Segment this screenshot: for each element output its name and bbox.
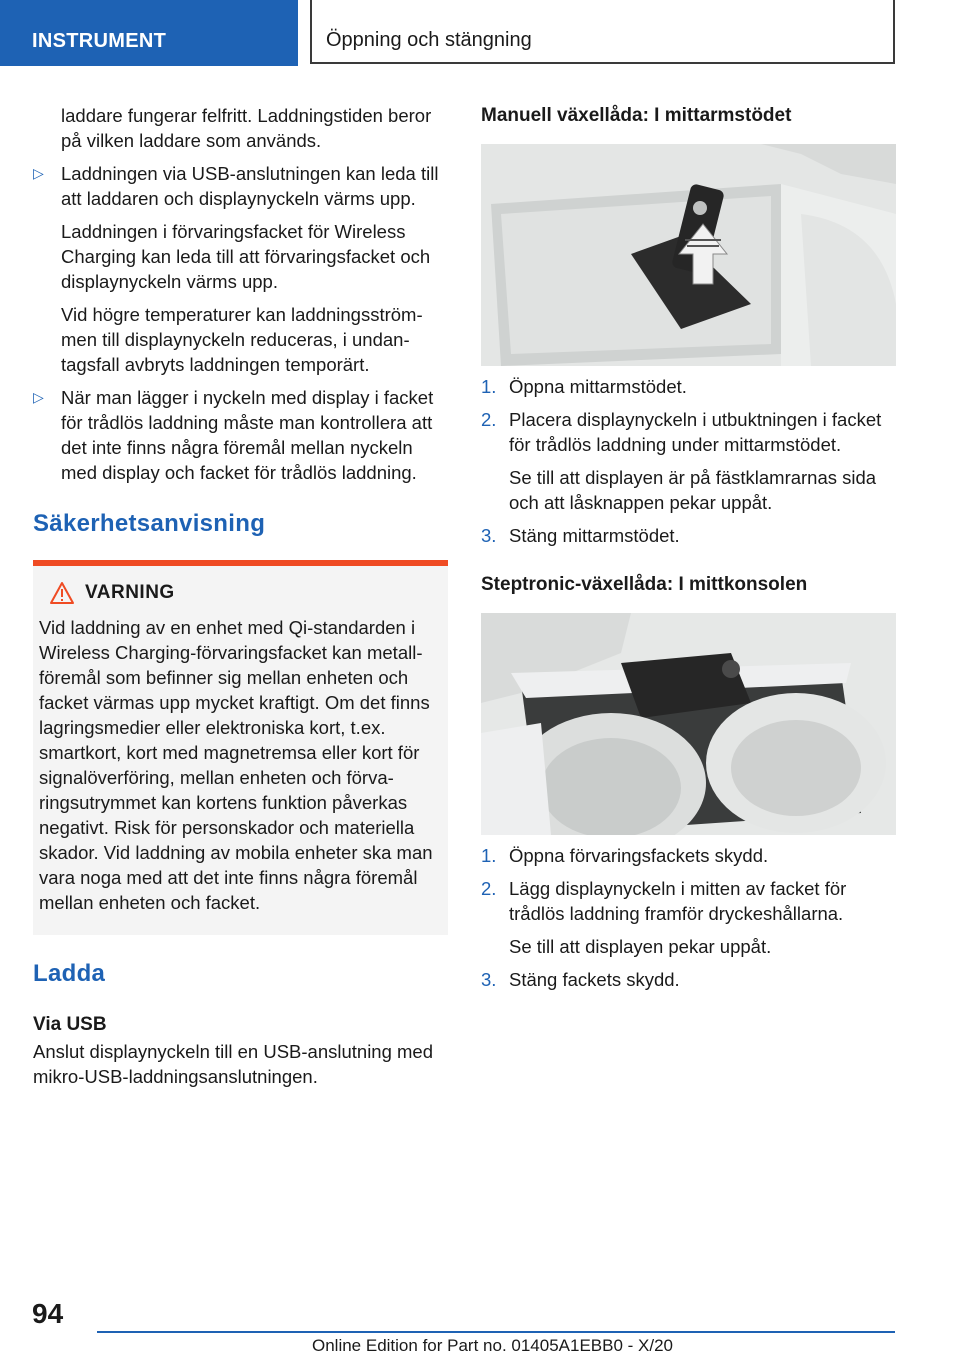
manual-heading: Manuell växellåda: I mittarmstödet bbox=[481, 105, 792, 126]
triangle-right-icon: ▷ bbox=[33, 389, 44, 405]
left-column bbox=[33, 103, 448, 1089]
bullet-item bbox=[33, 161, 448, 211]
armrest-charging-photo bbox=[481, 144, 896, 366]
step-number: 2. bbox=[481, 409, 497, 430]
page-number: 94 bbox=[32, 1298, 64, 1329]
footer-edition: Online Edition for Part no. 01405A1EBB0 - X/20 bbox=[312, 1336, 674, 1355]
section-title: INSTRUMENT bbox=[32, 30, 167, 52]
bullet-sub-paragraph: Laddningen i förvaringsfacket för Wireless Charging kan leda till att förvaringsfacket och displaynyckeln värms upp. bbox=[61, 221, 431, 292]
step-text: Placera displaynyckeln i utbuktningen i facket för trådlös laddning under mittarmstödet. bbox=[509, 409, 882, 455]
steptronic-heading: Steptronic-växellåda: I mittkonsolen bbox=[481, 574, 808, 595]
step-number: 3. bbox=[481, 525, 497, 546]
console-charging-photo bbox=[481, 613, 896, 835]
step-text: Öppna mittarmstödet. bbox=[509, 376, 687, 397]
manual-step bbox=[481, 407, 896, 457]
step-text: Stäng fackets skydd. bbox=[509, 969, 680, 990]
bullet-item bbox=[33, 385, 448, 485]
warning-triangle-icon bbox=[49, 581, 75, 605]
warning-text: Vid laddning av en enhet med Qi-standarden i Wireless Charging-förvaringsfacket kan metallföremål som befinner sig mellan enheten och facket värmas upp mycket kraftigt. Om det finns lagringsmedier eller elektroniska kort, t.ex. smartkort, kort med magnetremsa eller kort för signalöverföring, mellan enheten och förvaringsutrymmet kan kortens funktion påverkas negativt. Risk för personskador och materiella skador. Vid laddning av mobila enheter ska man vara noga med att det inte finns några föremål mellan enheten och facket. bbox=[39, 617, 433, 913]
header-chapter-box bbox=[310, 0, 895, 64]
step-text: Lägg displaynyckeln i mitten av facket för trådlös laddning framför dryckeshållarna. bbox=[509, 878, 847, 924]
warning-title: VARNING bbox=[85, 582, 175, 603]
intro-continuation: laddare fungerar felfritt. Laddningstiden beror på vilken laddare som används. bbox=[61, 105, 432, 151]
step-text: Öppna förvaringsfackets skydd. bbox=[509, 845, 769, 866]
chapter-title: Öppning och stängning bbox=[326, 29, 532, 51]
usb-text: Anslut displaynyckeln till en USB-anslutning med mikro-USB-laddningsanslutningen. bbox=[33, 1041, 434, 1087]
steptronic-step bbox=[481, 876, 896, 926]
bullet-text: Laddningen via USB-anslutningen kan leda till att laddaren och displaynyckeln värms upp. bbox=[61, 163, 439, 209]
bullet-text: När man lägger i nyckeln med display i facket för trådlös laddning måste man kontrollera att det inte finns några föremål mellan nyckeln med display och facket för trådlös laddning. bbox=[61, 387, 434, 483]
manual-step bbox=[481, 374, 896, 399]
step-number: 1. bbox=[481, 376, 497, 397]
step-sub-paragraph: Se till att displayen pekar uppåt. bbox=[509, 936, 772, 957]
step-sub-paragraph: Se till att displayen är på fästklamrarnas sida och att låsknappen pekar uppåt. bbox=[509, 467, 877, 513]
triangle-right-icon: ▷ bbox=[33, 165, 44, 181]
step-text: Stäng mittarmstödet. bbox=[509, 525, 680, 546]
step-number: 1. bbox=[481, 845, 497, 866]
charge-heading: Ladda bbox=[33, 960, 106, 987]
footer-rule bbox=[97, 1331, 895, 1333]
steptronic-step bbox=[481, 967, 896, 992]
usb-heading: Via USB bbox=[33, 1014, 107, 1035]
safety-heading: Säkerhetsanvisning bbox=[33, 510, 266, 537]
bullet-sub-paragraph: Vid högre temperaturer kan laddningsströmmen till displaynyckeln reduceras, i undantagsfall avbryts laddningen temporärt. bbox=[61, 304, 423, 375]
manual-step bbox=[481, 523, 896, 548]
warning-box bbox=[33, 566, 448, 935]
steptronic-step bbox=[481, 843, 896, 868]
step-number: 2. bbox=[481, 878, 497, 899]
step-number: 3. bbox=[481, 969, 497, 990]
warning-header bbox=[49, 580, 442, 605]
right-column bbox=[481, 103, 896, 992]
header-section-tab bbox=[0, 0, 298, 66]
